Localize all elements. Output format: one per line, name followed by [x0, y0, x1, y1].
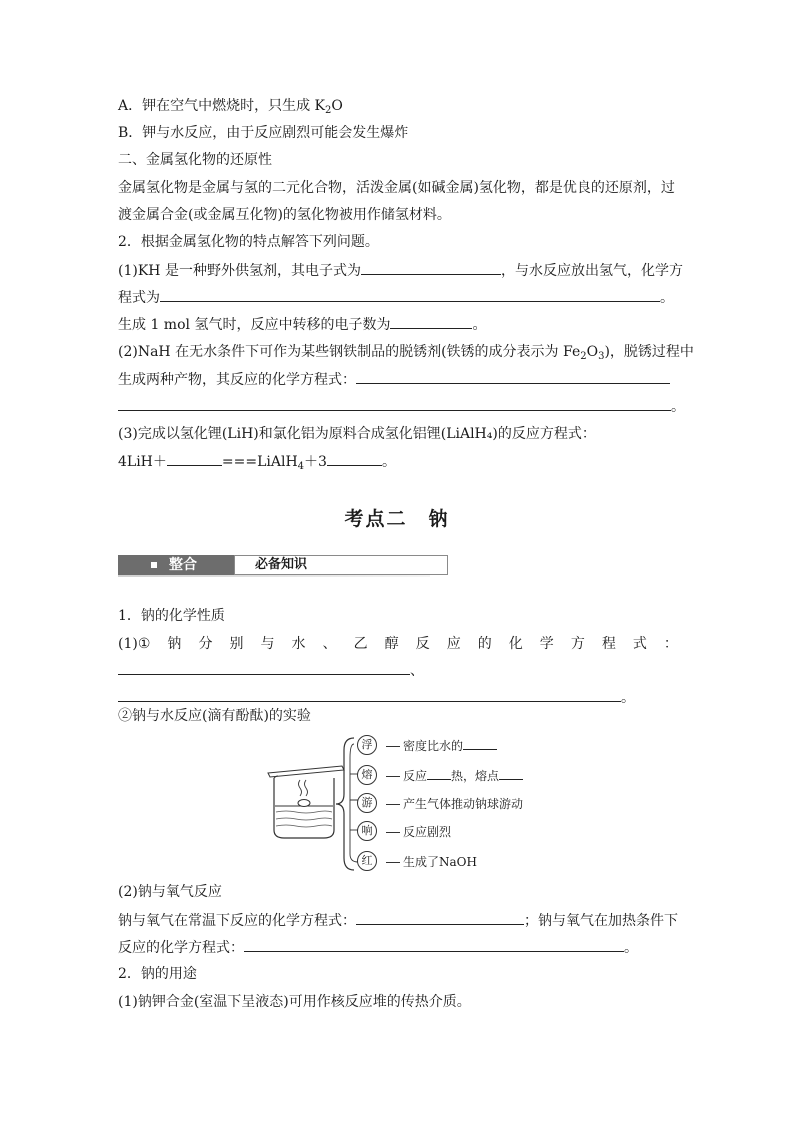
question-2-2-line-a: (2)NaH 在无水条件下可作为某些钢铁制品的脱锈剂(铁锈的成分表示为 $Fe_2O_3$)，脱锈过程中 — [118, 344, 694, 362]
answer-blank[interactable] — [167, 451, 222, 466]
question-2-1-line-b: 程式为 。 — [118, 287, 674, 308]
knowledge-2-1: (1)钠钾合金(室温下呈液态)可用作核反应堆的传热介质。 — [118, 994, 471, 1010]
answer-blank[interactable] — [463, 738, 497, 750]
section-heading-hydride: 二、金属氢化物的还原性 — [118, 152, 272, 168]
red-char-badge: 红 — [357, 851, 377, 871]
diagram-label-red: 生成了NaOH — [386, 853, 477, 870]
knowledge-1-1-spaced: (1)① 钠 分 别 与 水 、 乙 醇 反 应 的 化 学 方 程 式 ： — [118, 636, 678, 652]
answer-blank[interactable] — [118, 687, 621, 702]
knowledge-1-3: (2)钠与氧气反应 — [118, 884, 222, 900]
knowledge-1-3-line-a: 钠与氧气在常温下反应的化学方程式： ；钠与氧气在加热条件下 — [118, 910, 678, 931]
paragraph-line-2: 渡金属合金(或金属互化物)的氢化物被用作储氢材料。 — [118, 207, 451, 223]
answer-blank[interactable] — [327, 451, 382, 466]
knowledge-1-1-line-b: 、 — [118, 660, 424, 681]
question-2-1-line-c: 生成 1 mol 氢气时，反应中转移的电子数为 。 — [118, 314, 486, 335]
float-char-badge: 浮 — [357, 735, 377, 755]
answer-blank[interactable] — [390, 314, 472, 329]
question-2-3-line-a: (3)完成以氢化锂(LiH)和氯化铝为原料合成氢化铝锂(LiAlH₄)的反应方程式： — [118, 426, 596, 442]
sound-char-badge: 响 — [357, 821, 377, 841]
knowledge-1: 1．钠的化学性质 — [118, 608, 225, 624]
melt-char-badge: 熔 — [357, 765, 377, 785]
answer-blank[interactable] — [356, 369, 670, 384]
answer-blank[interactable] — [361, 260, 501, 275]
diagram-label-swim: 产生气体推动钠球游动 — [386, 795, 523, 812]
knowledge-2: 2．钠的用途 — [118, 966, 197, 982]
option-a: A．钾在空气中燃烧时，只生成 $K_2O$ — [118, 98, 343, 116]
answer-blank[interactable] — [244, 937, 624, 952]
section-banner — [118, 555, 430, 577]
answer-blank[interactable] — [160, 287, 660, 302]
answer-blank[interactable] — [356, 910, 524, 925]
diagram-label-float: 密度比水的 — [386, 737, 497, 754]
question-2-1-line-a: (1)KH 是一种野外供氢剂，其电子式为 ，与水反应放出氢气，化学方 — [118, 260, 683, 281]
swim-char-badge: 游 — [357, 793, 377, 813]
option-b: B．钾与水反应，由于反应剧烈可能会发生爆炸 — [118, 125, 409, 141]
banner-light-tab: 必备知识 — [234, 555, 448, 575]
knowledge-1-3-line-b: 反应的化学方程式： 。 — [118, 937, 638, 958]
banner-dark-tab: 整合 — [118, 555, 234, 575]
knowledge-1-1-line-c: 。 — [118, 687, 635, 708]
section-title: 考点二 钠 — [344, 508, 450, 530]
answer-blank[interactable] — [118, 660, 410, 675]
question-2-2-line-b: 生成两种产物，其反应的化学方程式： — [118, 369, 670, 390]
answer-blank[interactable] — [499, 768, 523, 780]
diagram-label-sound: 反应剧烈 — [386, 823, 451, 840]
sodium-water-experiment-diagram — [262, 730, 562, 878]
diagram-label-melt: 反应 热，熔点 — [386, 767, 523, 784]
answer-blank[interactable] — [118, 396, 671, 411]
knowledge-1-2: ②钠与水反应(滴有酚酞)的实验 — [118, 708, 311, 724]
square-bullet-icon — [151, 562, 157, 568]
paragraph-line-1: 金属氢化物是金属与氢的二元化合物，活泼金属(如碱金属)氢化物，都是优良的还原剂，过 — [118, 180, 675, 196]
answer-blank[interactable] — [427, 768, 451, 780]
question-2: 2．根据金属氢化物的特点解答下列问题。 — [118, 234, 379, 250]
question-2-3-line-b: 4LiH＋ ===LiAlH$_4$＋3 。 — [118, 451, 396, 477]
question-2-2-line-c: 。 — [118, 396, 685, 417]
